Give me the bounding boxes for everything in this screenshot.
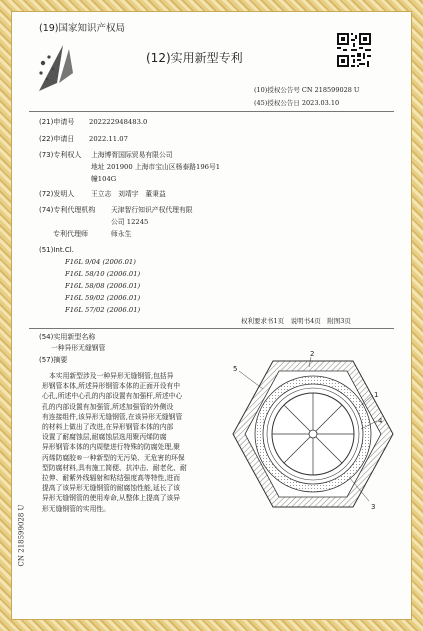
- agency-line: 公司 12245: [111, 218, 149, 226]
- ipc-code: F16L 58/08 (2006.01): [65, 282, 141, 290]
- abstract-line: 异形钢管本体的内周壁进行特殊的防腐处理,聚: [42, 443, 181, 452]
- abstract-line: 的材料上做出了改进,在异形钢管本体的内部: [42, 423, 174, 432]
- abstract-label: (57)摘要: [39, 356, 68, 364]
- app-no-value: 202222948483.0: [89, 118, 148, 126]
- abstract-text: [42, 371, 218, 514]
- document-type: (12)实用新型专利: [146, 51, 243, 65]
- abstract-line: 本实用新型涉及一种异形无缝钢管,包括异: [49, 372, 174, 380]
- figure-label: 2: [310, 350, 315, 358]
- title-label: (54)实用新型名称: [39, 333, 96, 341]
- publication-date: (45)授权公告日 2023.03.10: [254, 99, 340, 107]
- abstract-figure: [223, 349, 403, 519]
- figure-label: 3: [371, 503, 376, 511]
- owner-label: (73)专利权人: [39, 151, 82, 159]
- abstract-line: 心孔,所述中心孔的内部设置有加强杆,所述中心: [42, 392, 183, 401]
- patent-page: [11, 11, 412, 620]
- app-date-label: (22)申请日: [39, 135, 75, 143]
- side-publication-number: CN 218599028 U: [17, 504, 26, 567]
- figure-label: 4: [378, 417, 383, 425]
- ipc-code: F16L 9/04 (2006.01): [65, 258, 136, 266]
- abstract-line: 提高了该异形无缝钢管的耐腐蚀性能,延长了该: [42, 484, 181, 493]
- abstract-line: 形钢管本体,所述异形钢管本体的正面开设有中: [42, 382, 181, 391]
- abstract-line: 形无缝钢管的实用性。: [42, 504, 110, 513]
- agency-label: (74)专利代理机构: [39, 206, 96, 214]
- abstract-line: 拉伸、耐紫外线辐射和粘结强度高等特性,进而: [42, 474, 181, 483]
- agent-name: 师永生: [111, 230, 132, 238]
- owner-line: 上海博胥国际贸易有限公司: [91, 151, 173, 159]
- pages-summary: 权利要求书1页 说明书4页 附图3页: [241, 317, 351, 325]
- inventor-label: (72)发明人: [39, 190, 75, 198]
- utility-model-title: 一种异形无缝钢管: [51, 344, 106, 352]
- inventor-names: 王立志 刘靖宇 董秉益: [91, 190, 166, 198]
- cnipa-emblem-icon: [33, 43, 75, 97]
- abstract-line: 有连接组件,该异形无缝钢管,在该异形无缝钢管: [42, 412, 183, 421]
- divider: [29, 111, 394, 112]
- agency-line: 天津智行知识产权代理有限: [111, 206, 193, 214]
- abstract-line: 设置了耐腐蚀层,耐腐蚀层选用聚丙烯防腐: [42, 433, 167, 442]
- abstract-line: 孔的内部设置有加强管,所述加强管的外侧设: [42, 402, 174, 411]
- abstract-line: 丙烯防腐胶®一种新型的无污染、无危害的环保: [42, 453, 185, 462]
- ipc-code: F16L 58/10 (2006.01): [65, 270, 141, 278]
- office-name: (19)国家知识产权局: [39, 23, 126, 34]
- agent-label: 专利代理师: [53, 230, 88, 238]
- publication-number: (10)授权公告号 CN 218599028 U: [254, 86, 360, 94]
- ipc-code: F16L 59/02 (2006.01): [65, 294, 141, 302]
- abstract-line: 异形无缝钢管的使用寿命,从整体上提高了该异: [42, 494, 181, 503]
- owner-line: 幢104G: [91, 175, 117, 183]
- app-date-value: 2022.11.07: [89, 135, 128, 143]
- abstract-line: 型防腐材料,具有施工简便、抗冲击、耐老化、耐: [42, 463, 187, 472]
- figure-label: 5: [233, 365, 238, 373]
- app-no-label: (21)申请号: [39, 118, 75, 126]
- owner-line: 地址 201900 上海市宝山区杨泰路196号1: [91, 163, 221, 171]
- figure-label: 1: [374, 391, 379, 399]
- qr-code-icon: [337, 33, 371, 67]
- ipc-code: F16L 57/02 (2006.01): [65, 306, 141, 314]
- ipc-label: (51)Int.Cl.: [39, 246, 74, 254]
- divider: [29, 328, 394, 329]
